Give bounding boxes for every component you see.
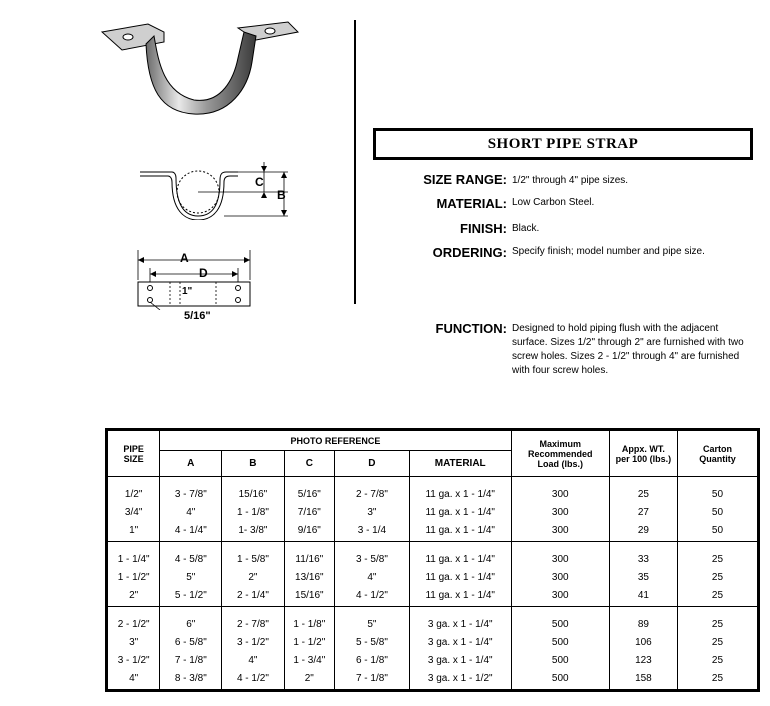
cell-dim-c: 7/16": [284, 503, 335, 521]
header-carton: Carton Quantity: [677, 431, 757, 477]
header-b: B: [222, 451, 284, 477]
header-a: A: [160, 451, 222, 477]
cell-dim-d: 2 - 7/8": [335, 477, 410, 504]
cell-dim-c: 1 - 1/8": [284, 607, 335, 634]
cell-dim-a: 3 - 7/8": [160, 477, 222, 504]
cell-weight: 89: [609, 607, 677, 634]
cell-weight: 27: [609, 503, 677, 521]
cell-dim-c: 13/16": [284, 568, 335, 586]
cell-max-load: 300: [511, 503, 609, 521]
cell-dim-c: 1 - 3/4": [284, 651, 335, 669]
cell-material: 11 ga. x 1 - 1/4": [409, 503, 511, 521]
cell-weight: 41: [609, 586, 677, 607]
cell-dim-a: 5": [160, 568, 222, 586]
cell-carton-qty: 25: [677, 568, 757, 586]
spec-value-size-range: 1/2" through 4" pipe sizes.: [512, 175, 629, 186]
dim-label-c: C: [255, 175, 264, 189]
cell-weight: 106: [609, 633, 677, 651]
cell-dim-b: 1- 3/8": [222, 521, 284, 542]
cell-pipe-size: 2 - 1/2": [108, 607, 160, 634]
dim-label-hole: 5/16": [184, 310, 211, 322]
table-row: [108, 568, 758, 586]
spec-value-finish: Black.: [512, 223, 540, 234]
cell-pipe-size: 4": [108, 669, 160, 690]
cell-dim-a: 4 - 1/4": [160, 521, 222, 542]
cell-dim-d: 4 - 1/2": [335, 586, 410, 607]
cell-weight: 123: [609, 651, 677, 669]
spec-label-ordering: ORDERING:: [432, 245, 507, 260]
cell-material: 11 ga. x 1 - 1/4": [409, 586, 511, 607]
cell-carton-qty: 25: [677, 651, 757, 669]
cell-max-load: 300: [511, 586, 609, 607]
cell-pipe-size: 1/2": [108, 477, 160, 504]
cell-dim-d: 7 - 1/8": [335, 669, 410, 690]
function-label: FUNCTION:: [435, 321, 507, 336]
cell-weight: 158: [609, 669, 677, 690]
spec-label-size-range: SIZE RANGE:: [423, 172, 507, 187]
spec-table: [107, 430, 758, 690]
cell-carton-qty: 25: [677, 607, 757, 634]
top-view-diagram: [134, 250, 262, 310]
header-weight: Appx. WT. per 100 (lbs.): [609, 431, 677, 477]
cell-dim-d: 3": [335, 503, 410, 521]
cell-pipe-size: 3 - 1/2": [108, 651, 160, 669]
cell-dim-a: 4": [160, 503, 222, 521]
table-row: [108, 607, 758, 634]
table-row: [108, 477, 758, 504]
cell-dim-b: 3 - 1/2": [222, 633, 284, 651]
table-row: [108, 542, 758, 569]
cell-dim-a: 8 - 3/8": [160, 669, 222, 690]
cell-dim-c: 1 - 1/2": [284, 633, 335, 651]
cell-weight: 29: [609, 521, 677, 542]
cell-material: 11 ga. x 1 - 1/4": [409, 521, 511, 542]
dim-label-width: 1": [182, 286, 193, 297]
cell-dim-b: 15/16": [222, 477, 284, 504]
cell-dim-b: 2 - 7/8": [222, 607, 284, 634]
cell-dim-a: 4 - 5/8": [160, 542, 222, 569]
cell-max-load: 500: [511, 607, 609, 634]
cell-max-load: 500: [511, 669, 609, 690]
cell-material: 11 ga. x 1 - 1/4": [409, 542, 511, 569]
dim-label-b: B: [277, 188, 286, 202]
cell-max-load: 300: [511, 568, 609, 586]
side-view-diagram: [138, 158, 292, 220]
cell-dim-d: 5 - 5/8": [335, 633, 410, 651]
cell-dim-a: 5 - 1/2": [160, 586, 222, 607]
cell-dim-d: 3 - 5/8": [335, 542, 410, 569]
header-d: D: [335, 451, 410, 477]
cell-pipe-size: 3": [108, 633, 160, 651]
cell-material: 11 ga. x 1 - 1/4": [409, 477, 511, 504]
spec-value-ordering: Specify finish; model number and pipe size.: [512, 246, 705, 257]
cell-material: 11 ga. x 1 - 1/4": [409, 568, 511, 586]
header-max-load: Maximum Recommended Load (lbs.): [511, 431, 609, 477]
cell-material: 3 ga. x 1 - 1/2": [409, 669, 511, 690]
page-title: SHORT PIPE STRAP: [373, 128, 753, 160]
cell-dim-b: 2 - 1/4": [222, 586, 284, 607]
cell-dim-b: 1 - 5/8": [222, 542, 284, 569]
function-description: Designed to hold piping flush with the adjacent surface. Sizes 1/2" through 2" are furnished with two screw holes. Sizes 2 - 1/2" through 4" are furnished with four screw holes.: [512, 323, 744, 376]
cell-pipe-size: 3/4": [108, 503, 160, 521]
cell-weight: 35: [609, 568, 677, 586]
table-row: [108, 503, 758, 521]
cell-dim-c: 5/16": [284, 477, 335, 504]
cell-pipe-size: 1 - 1/4": [108, 542, 160, 569]
header-material: MATERIAL: [409, 451, 511, 477]
cell-material: 3 ga. x 1 - 1/4": [409, 607, 511, 634]
cell-dim-d: 6 - 1/8": [335, 651, 410, 669]
cell-dim-b: 1 - 1/8": [222, 503, 284, 521]
cell-dim-b: 2": [222, 568, 284, 586]
cell-dim-a: 7 - 1/8": [160, 651, 222, 669]
cell-max-load: 300: [511, 521, 609, 542]
cell-weight: 25: [609, 477, 677, 504]
cell-dim-d: 4": [335, 568, 410, 586]
dim-label-a: A: [180, 251, 189, 265]
divider-line: [354, 20, 356, 304]
cell-pipe-size: 1": [108, 521, 160, 542]
cell-weight: 33: [609, 542, 677, 569]
cell-dim-d: 5": [335, 607, 410, 634]
spec-label-material: MATERIAL:: [436, 196, 507, 211]
cell-carton-qty: 25: [677, 633, 757, 651]
spec-value-material: Low Carbon Steel.: [512, 197, 595, 208]
table-row: [108, 633, 758, 651]
cell-dim-a: 6": [160, 607, 222, 634]
header-pipe-size: PIPE SIZE: [108, 431, 160, 477]
header-photo-reference: PHOTO REFERENCE: [160, 431, 511, 451]
cell-dim-c: 9/16": [284, 521, 335, 542]
cell-pipe-size: 1 - 1/2": [108, 568, 160, 586]
cell-dim-a: 6 - 5/8": [160, 633, 222, 651]
header-c: C: [284, 451, 335, 477]
cell-pipe-size: 2": [108, 586, 160, 607]
cell-material: 3 ga. x 1 - 1/4": [409, 651, 511, 669]
cell-carton-qty: 50: [677, 503, 757, 521]
table-row: [108, 586, 758, 607]
table-row: [108, 669, 758, 690]
cell-max-load: 300: [511, 542, 609, 569]
cell-max-load: 500: [511, 633, 609, 651]
cell-carton-qty: 25: [677, 542, 757, 569]
cell-dim-c: 2": [284, 669, 335, 690]
cell-carton-qty: 25: [677, 669, 757, 690]
cell-dim-c: 15/16": [284, 586, 335, 607]
table-row: [108, 521, 758, 542]
spec-label-finish: FINISH:: [460, 221, 507, 236]
cell-material: 3 ga. x 1 - 1/4": [409, 633, 511, 651]
cell-max-load: 300: [511, 477, 609, 504]
cell-dim-d: 3 - 1/4: [335, 521, 410, 542]
cell-dim-b: 4 - 1/2": [222, 669, 284, 690]
cell-dim-c: 11/16": [284, 542, 335, 569]
cell-carton-qty: 25: [677, 586, 757, 607]
cell-carton-qty: 50: [677, 477, 757, 504]
cell-max-load: 500: [511, 651, 609, 669]
table-row: [108, 651, 758, 669]
cell-carton-qty: 50: [677, 521, 757, 542]
pipe-strap-photo: [98, 18, 302, 118]
cell-dim-b: 4": [222, 651, 284, 669]
dim-label-d: D: [199, 266, 208, 280]
